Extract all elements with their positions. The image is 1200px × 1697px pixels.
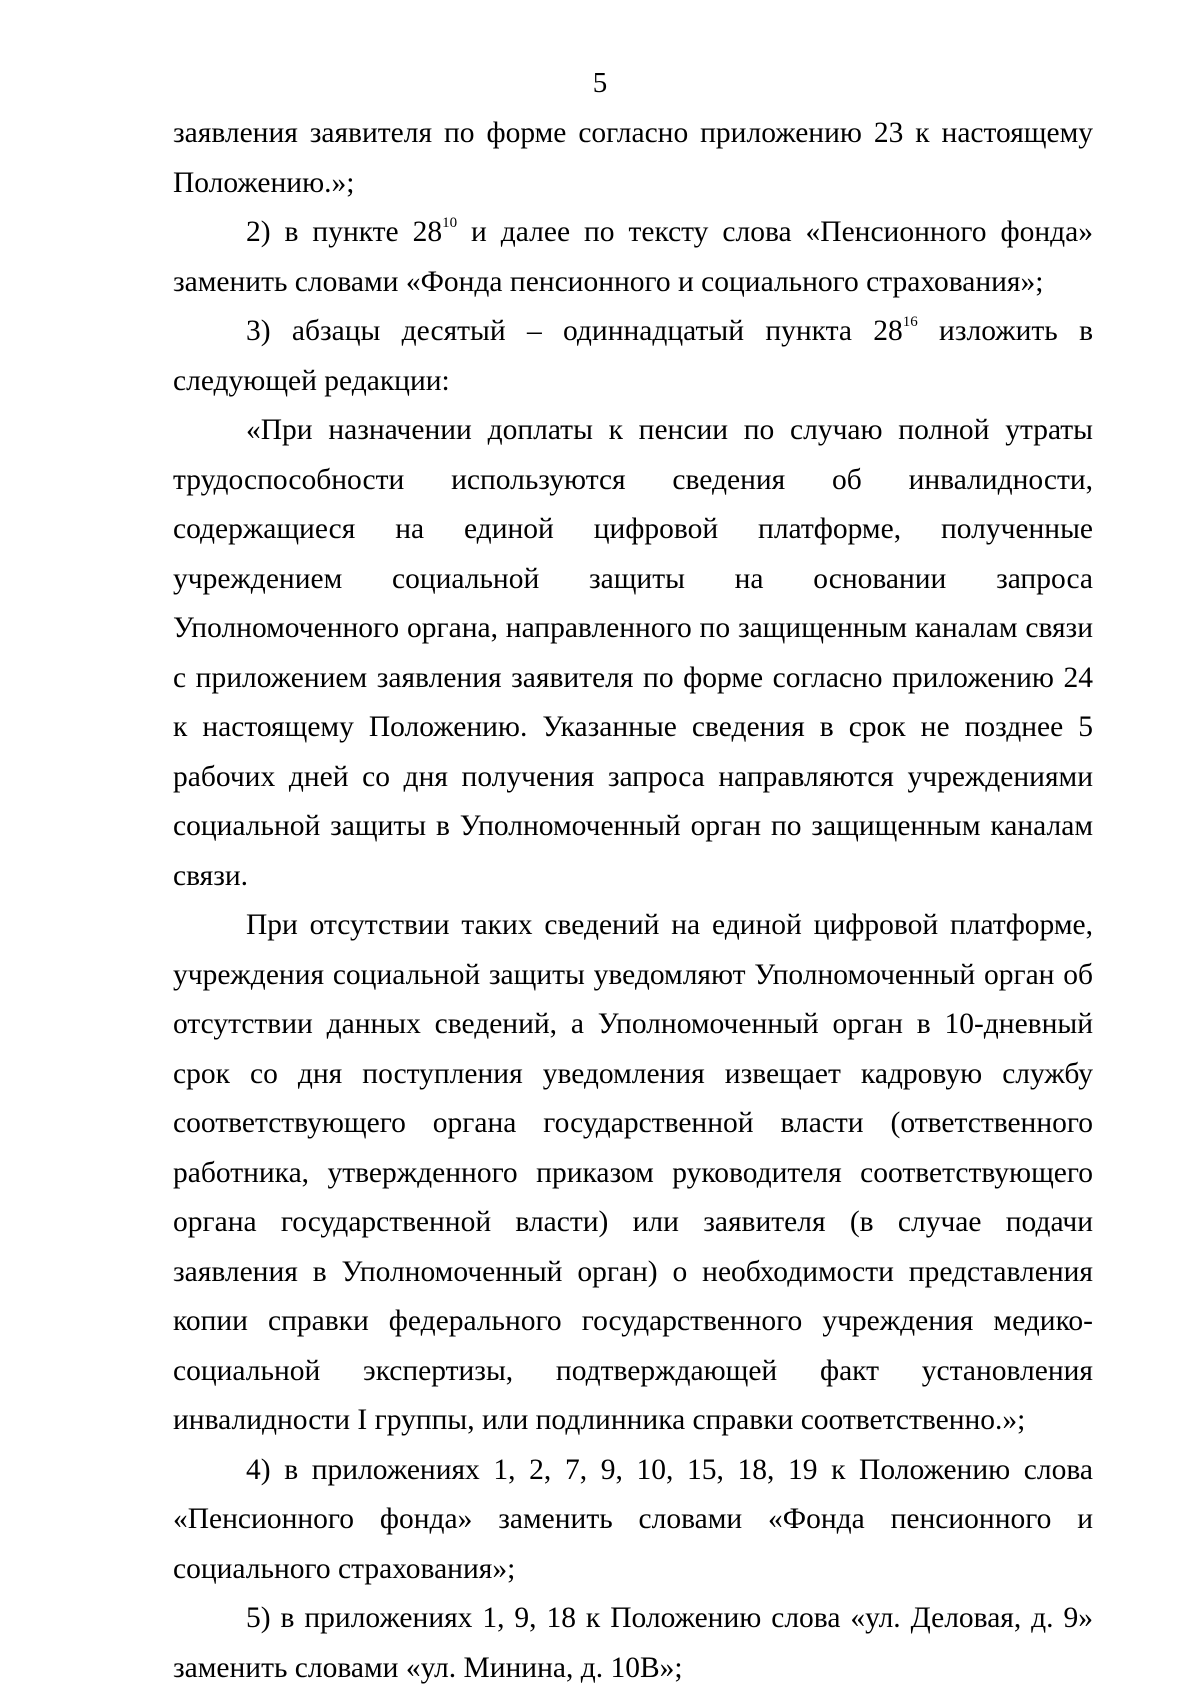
page-number: 5 (592, 67, 608, 99)
paragraph-text: 5) в приложениях 1, 9, 18 к Положению слова «ул. Деловая, д. 9» заменить словами «ул. Минина, д. 10В»; (173, 1602, 1093, 1684)
paragraph-text: «При назначении доплаты к пенсии по случаю полной утраты трудоспособности используются сведения об инвалидности, содержащиеся на единой цифровой платформе, полученные учреждением социальной защиты на основании запроса Уполномоченного органа, направленного по защищенным каналам связи с приложением заявления заявителя по форме согласно приложению 24 к настоящему Положению. Указанные сведения в срок не позднее 5 рабочих дней со дня получения запроса направляются учреждениями социальной защиты в Уполномоченный орган по защищенным каналам связи. (173, 414, 1093, 892)
paragraph-text: и далее по тексту слова «Пенсионного фонда» заменить словами «Фонда пенсионного и социального страхования»; (173, 216, 1093, 298)
paragraph-quoted-1 (173, 406, 1093, 901)
paragraph-text: При отсутствии таких сведений на единой цифровой платформе, учреждения социальной защиты уведомляют Уполномоченный орган об отсутствии данных сведений, а Уполномоченный орган в 10-дневный срок со дня поступления уведомления извещает кадровую службу соответствующего органа государственной власти (ответственного работника, утвержденного приказом руководителя соответствующего органа государственной власти) или заявителя (в случае подачи заявления в Уполномоченный орган) о необходимости представления копии справки федерального государственного учреждения медико-социальной экспертизы, подтверждающей факт установления инвалидности I группы, или подлинника справки соответственно.»; (173, 909, 1093, 1436)
superscript-number: 16 (902, 314, 918, 330)
paragraph-text: 3) абзацы десятый – одиннадцатый пункта 28 (246, 315, 903, 347)
paragraph-quoted-2 (173, 901, 1093, 1446)
paragraph-text: 4) в приложениях 1, 2, 7, 9, 10, 15, 18, 19 к Положению слова «Пенсионного фонда» заменить словами «Фонда пенсионного и социального страхования»; (173, 1453, 1093, 1585)
paragraph-text: изложить в следующей редакции: (173, 315, 1093, 397)
paragraph-item-2 (173, 208, 1093, 307)
paragraph-text: 2) в пункте 28 (246, 216, 443, 248)
paragraph-continuation (173, 109, 1093, 208)
document-body (173, 109, 1093, 1693)
paragraph-item-5 (173, 1594, 1093, 1693)
superscript-number: 10 (442, 215, 458, 231)
paragraph-text: заявления заявителя по форме согласно приложению 23 к настоящему Положению.»; (173, 117, 1093, 199)
paragraph-item-3 (173, 307, 1093, 406)
paragraph-item-4 (173, 1446, 1093, 1595)
